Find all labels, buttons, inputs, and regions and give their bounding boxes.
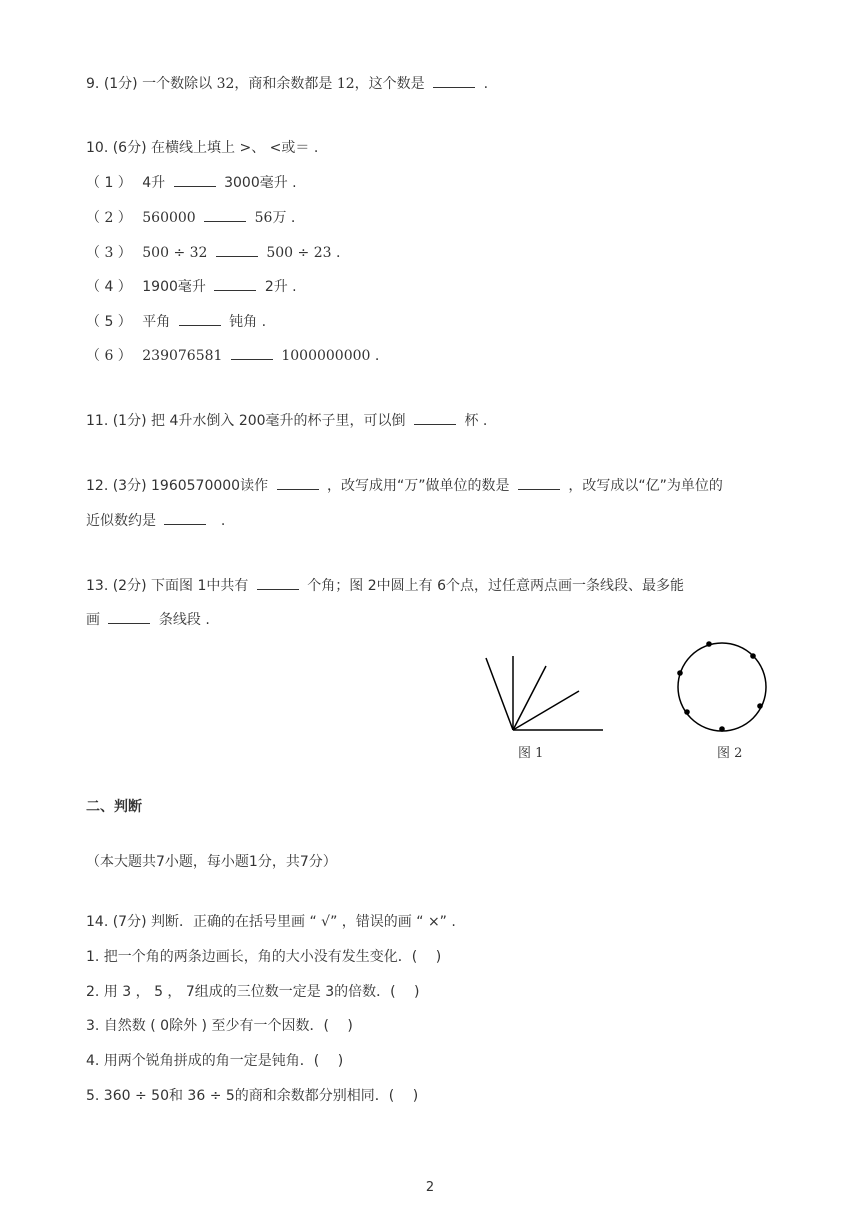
- question-10: [86, 138, 318, 158]
- circle-point: [677, 670, 683, 676]
- answer-blank[interactable]: [216, 244, 258, 257]
- answer-blank[interactable]: [414, 412, 456, 425]
- q9-text-c: ，这个数是: [354, 76, 425, 92]
- q13-text-b: 个角；图 2中圆上有 6个点，过任意两点画一条线段、最多能: [307, 578, 684, 594]
- answer-blank[interactable]: [214, 278, 256, 291]
- answer-blank[interactable]: [433, 75, 475, 88]
- section-title: 二、判断: [86, 799, 142, 815]
- q12-text-c: ，改写成以“亿”为单位的: [568, 478, 723, 494]
- q13-number: 13.: [86, 578, 109, 594]
- circle-point: [706, 641, 712, 647]
- figure-1-label: 图 1: [518, 746, 544, 761]
- q10-item-index: （ 1 ）: [86, 175, 132, 191]
- q12-score: (3分): [112, 478, 147, 494]
- q10-item-left: 560000: [142, 210, 196, 226]
- q10-item-right: 500 ÷ 23 .: [266, 245, 341, 261]
- question-13: [86, 576, 684, 596]
- q10-score: (6分): [112, 140, 147, 156]
- q14-text: 判断．正确的在括号里画 “ √” ，错误的画 “ ×” .: [151, 914, 456, 930]
- figure-2-circle: [667, 634, 777, 744]
- ray: [486, 658, 513, 730]
- q10-item-index: （ 5 ）: [86, 314, 132, 330]
- judgment-item: 4. 用两个锐角拼成的角一定是钝角．( ): [86, 1053, 344, 1069]
- q13-score: (2分): [112, 578, 147, 594]
- q9-text-a: 一个数除以: [142, 76, 213, 92]
- circle-point: [684, 709, 690, 715]
- q9-n1: 32: [216, 76, 235, 92]
- judgment-item: 5. 360 ÷ 50和 36 ÷ 5的商和余数都分别相同．( ): [86, 1088, 419, 1104]
- judgment-item: 3. 自然数 ( 0除外 ) 至少有一个因数．( ): [86, 1018, 353, 1034]
- q10-item-right: 2升 .: [264, 279, 297, 295]
- answer-blank[interactable]: [204, 209, 246, 222]
- q12-text-a: 1960570000读作: [151, 478, 269, 494]
- q10-item: [86, 173, 297, 193]
- q10-item: [86, 346, 379, 366]
- q9-number: 9.: [86, 76, 100, 92]
- circle-point: [750, 653, 756, 659]
- q10-item-index: （ 4 ）: [86, 279, 132, 295]
- q11-text-a: 把 4升水倒入 200毫升的杯子里，可以倒: [151, 413, 406, 429]
- answer-blank[interactable]: [518, 477, 560, 490]
- circle-point: [719, 726, 725, 732]
- q9-end: .: [483, 76, 489, 92]
- judgment-item: 1. 把一个角的两条边画长，角的大小没有发生变化．( ): [86, 949, 442, 965]
- q10-item-index: （ 3 ）: [86, 245, 132, 261]
- answer-blank[interactable]: [277, 477, 319, 490]
- answer-blank[interactable]: [164, 512, 206, 525]
- q12-text-b: ，改写成用“万”做单位的数是: [327, 478, 510, 494]
- q10-item-left: 500 ÷ 32: [142, 245, 208, 261]
- page-number: 2: [425, 1180, 435, 1195]
- figure-2-label: 图 2: [717, 746, 743, 761]
- question-13-cont: [86, 610, 210, 630]
- q10-item-right: 56万 .: [254, 210, 296, 226]
- question-14: [86, 912, 456, 932]
- q9-text-b: ，商和余数都是: [234, 76, 333, 92]
- question-12-cont: [86, 511, 225, 531]
- answer-blank[interactable]: [174, 174, 216, 187]
- q14-number: 14.: [86, 914, 109, 930]
- figure-1-angles: [480, 652, 620, 752]
- q10-item-right: 3000毫升 .: [224, 175, 297, 191]
- section-subtitle: （本大题共7小题，每小题1分，共7分）: [86, 854, 337, 870]
- question-9: [86, 74, 488, 94]
- circle-point: [757, 703, 763, 709]
- answer-blank[interactable]: [179, 313, 221, 326]
- q13-text-a: 下面图 1中共有: [151, 578, 249, 594]
- q10-item: [86, 277, 297, 297]
- answer-blank[interactable]: [257, 577, 299, 590]
- q9-score: (1分): [103, 76, 138, 92]
- q10-item-left: 239076581: [142, 348, 223, 364]
- q10-item-index: （ 2 ）: [86, 210, 132, 226]
- q13-text-c: 画: [86, 612, 100, 628]
- q14-score: (7分): [112, 914, 147, 930]
- q10-text: 在横线上填上 >、 <或＝ .: [151, 140, 319, 156]
- answer-blank[interactable]: [231, 347, 273, 360]
- q12-text-d: 近似数约是: [86, 513, 156, 529]
- q11-number: 11.: [86, 413, 109, 429]
- q10-item-right: 1000000000 .: [281, 348, 380, 364]
- q9-n2: 12: [336, 76, 355, 92]
- judgment-item: 2. 用 3 ， 5 ， 7组成的三位数一定是 3的倍数．( ): [86, 984, 420, 1000]
- question-12: [86, 476, 723, 496]
- q10-item-right: 钝角 .: [229, 314, 267, 330]
- q10-item-left: 平角: [142, 314, 171, 330]
- question-11: [86, 411, 487, 431]
- q10-item-index: （ 6 ）: [86, 348, 132, 364]
- q10-item: [86, 312, 266, 332]
- q12-end: .: [220, 513, 226, 529]
- q10-item: [86, 208, 295, 228]
- q12-number: 12.: [86, 478, 109, 494]
- q11-score: (1分): [112, 413, 147, 429]
- q10-item-left: 1900毫升: [142, 279, 206, 295]
- q10-number: 10.: [86, 140, 109, 156]
- q10-item: [86, 243, 340, 263]
- q10-item-left: 4升: [142, 175, 166, 191]
- q11-text-b: 杯 .: [464, 413, 488, 429]
- answer-blank[interactable]: [108, 611, 150, 624]
- q13-text-d: 条线段 .: [158, 612, 210, 628]
